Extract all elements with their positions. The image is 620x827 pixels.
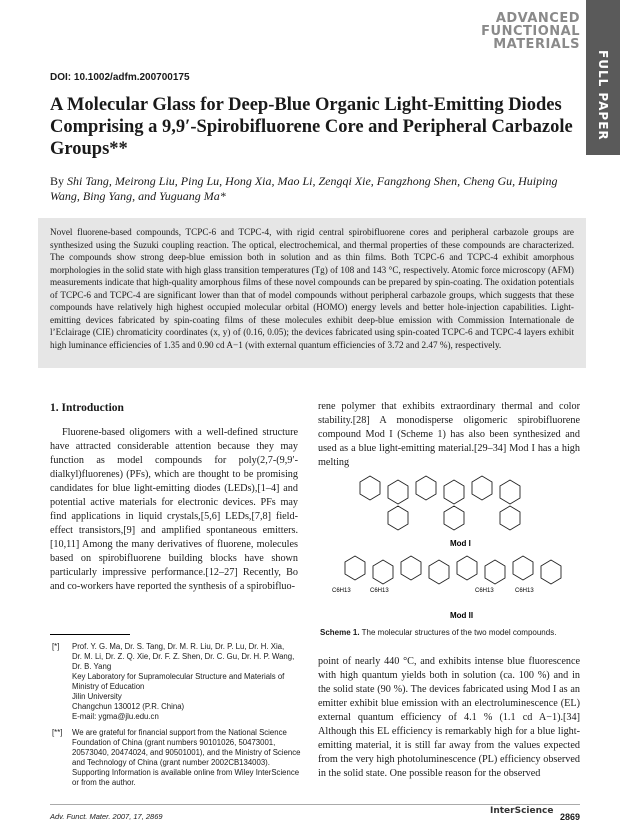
- publisher-logo: InterScience: [490, 806, 554, 816]
- article-title: A Molecular Glass for Deep-Blue Organic Light-Emitting Diodes Comprising a 9,9′-Spirobifluorene Core and Peripheral Carbazole Groups**: [50, 95, 573, 159]
- journal-logo: ADVANCED FUNCTIONAL MATERIALS: [481, 11, 580, 52]
- intro-paragraph-continued: rene polymer that exhibits extraordinary thermal and color stability.[28] A monodisperse oligomeric spirobifluorene compound Mod I (Scheme 1) has also been synthesized and used as a blue light-emitting material.[29–34] Mod I has a high melting: [318, 401, 580, 468]
- substituent-label: C6H13: [370, 588, 389, 594]
- doi: DOI: 10.1002/adfm.200700175: [50, 72, 190, 83]
- intro-paragraph: Fluorene-based oligomers with a well-defined structure have attracted considerable attention because they may function as model compounds for poly(2,7-(9,9′-dialkyl)fluorenes) (PFs), which are thought to be promising candidates for blue light-emitting diodes (LEDs),[1–4] and potential active materials for electronic devices. PFs may find applications in liquid crystals,[5,6] LEDs,[7,8] field-effect transistors,[9] and amplified spontaneous emitters.[10,11] Among the many derivatives of fluorene, molecules based on spirobifluorene building blocks have shown particularly impressive performance.[12–27] Recently, Bo and co-workers have reported the synthesis of a spirobifluo-: [50, 427, 298, 592]
- footnote-mark: [**]: [52, 728, 63, 737]
- section-tab: [586, 0, 620, 155]
- authors: Shi Tang, Meirong Liu, Ping Lu, Hong Xia, Mao Li, Zengqi Xie, Fangzhong Shen, Cheng Gu, Huiping Wang, Bing Yang, and Yuguang Ma*: [50, 174, 558, 203]
- abstract-box: [38, 218, 586, 368]
- footnote-acknowledgment: [52, 728, 302, 788]
- footnote-text: We are grateful for financial support from the National Science Foundation of China (grant numbers 90101026, 50473001, 20573040, 20474024, and 90501001), and the Ministry of Science and Technology of China (grant number 2002CB134003). Supporting Information is available online from Wiley InterScience or from the author.: [72, 728, 301, 787]
- footnote-divider: [50, 634, 130, 635]
- mod2-label: Mod II: [450, 611, 474, 620]
- footnote-mark: [*]: [52, 642, 60, 651]
- footer-divider: [50, 804, 580, 805]
- intro-right-column-top: [318, 400, 580, 470]
- substituent-label: C6H13: [475, 588, 494, 594]
- footnote-affiliation: [52, 642, 302, 722]
- scheme-caption: [320, 628, 580, 637]
- mod2-structure: [345, 556, 561, 584]
- section-heading: 1. Introduction: [50, 402, 124, 414]
- section-tab-label: FULL PAPER: [596, 50, 610, 141]
- intro-paragraph-continued-2: point of nearly 440 °C, and exhibits intense blue fluorescence with high quantum yields both in solution (ca. 100 %) and in the solid state (90 %). The devices fabricated using Mod I as an emitter exhibit blue emission with an electroluminescence (EL) external quantum efficiency of 4.1 % (1.1 cd A−1).[34] Although this EL efficiency is remarkably high for a blue light-emitting material, it is still far away from the values expected from the very high photoluminescence (PL) efficiency observed in the solid state. One possible reason for the observed: [318, 656, 580, 779]
- intro-right-column-bottom: [318, 655, 580, 781]
- substituent-label: C6H13: [515, 588, 534, 594]
- scheme-caption-label: Scheme 1.: [320, 628, 360, 637]
- scheme-caption-text: The molecular structures of the two model compounds.: [359, 628, 557, 637]
- mod1-label: Mod I: [450, 539, 471, 548]
- footnote-text: Prof. Y. G. Ma, Dr. S. Tang, Dr. M. R. Liu, Dr. P. Lu, Dr. H. Xia, Dr. M. Li, Dr. Z. Q. Xie, Dr. F. Z. Shen, Dr. C. Gu, Dr. H. P. Wang, Dr. B. Yang Key Laboratory for Supramolecular Structure and Materials of Ministry of Education Jilin University Changchun 130012 (P.R. China) E-mail: ygma@jlu.edu.cn: [72, 642, 295, 721]
- author-list: [50, 174, 570, 204]
- scheme-1-structures: [330, 462, 590, 622]
- mod1-structure: [360, 476, 520, 530]
- substituent-label: C6H13: [332, 588, 351, 594]
- by-label: By: [50, 174, 65, 188]
- footer-citation: Adv. Funct. Mater. 2007, 17, 2869: [50, 812, 163, 821]
- intro-left-column: [50, 426, 298, 594]
- page-number: 2869: [560, 812, 581, 822]
- abstract-text: Novel fluorene-based compounds, TCPC-6 and TCPC-4, with rigid central spirobifluorene cores and peripheral carbazole groups are synthesized using the Suzuki coupling reaction. The optical, electrochemical, and thermal properties of these compounds are characterized. The compounds show strong deep-blue emission both in solution and as thin films. Both TCPC-6 and TCPC-4 exhibit amorphous morphologies in the solid state with high glass transition temperatures (Tg) of 108 and 143 °C, respectively. Atomic force microscopy (AFM) measurements indicate that high-quality amorphous films of these novel compounds can be prepared by spin-coating. The oxidation potentials of TCPC-6 and TCPC-4 are significant lower than that of model compounds without peripheral carbazole groups, which suggests that these compounds have relatively high highest occupied molecular orbital (HOMO) energy levels and better hole-injection capabilities. Light-emitting devices fabricated by spin-coating films of these molecules exhibit deep-blue emission with Commission Internationale de l’Eclairage (CIE) chromaticity coordinates (x, y) of (0.16, 0.05); the devices fabricated using spin-coated TCPC-6 and TCPC-4 layers exhibit high luminance efficiencies of 1.35 and 0.90 cd A−1 (with external quantum efficiencies of 3.72 and 2.47 %), respectively.: [50, 227, 574, 350]
